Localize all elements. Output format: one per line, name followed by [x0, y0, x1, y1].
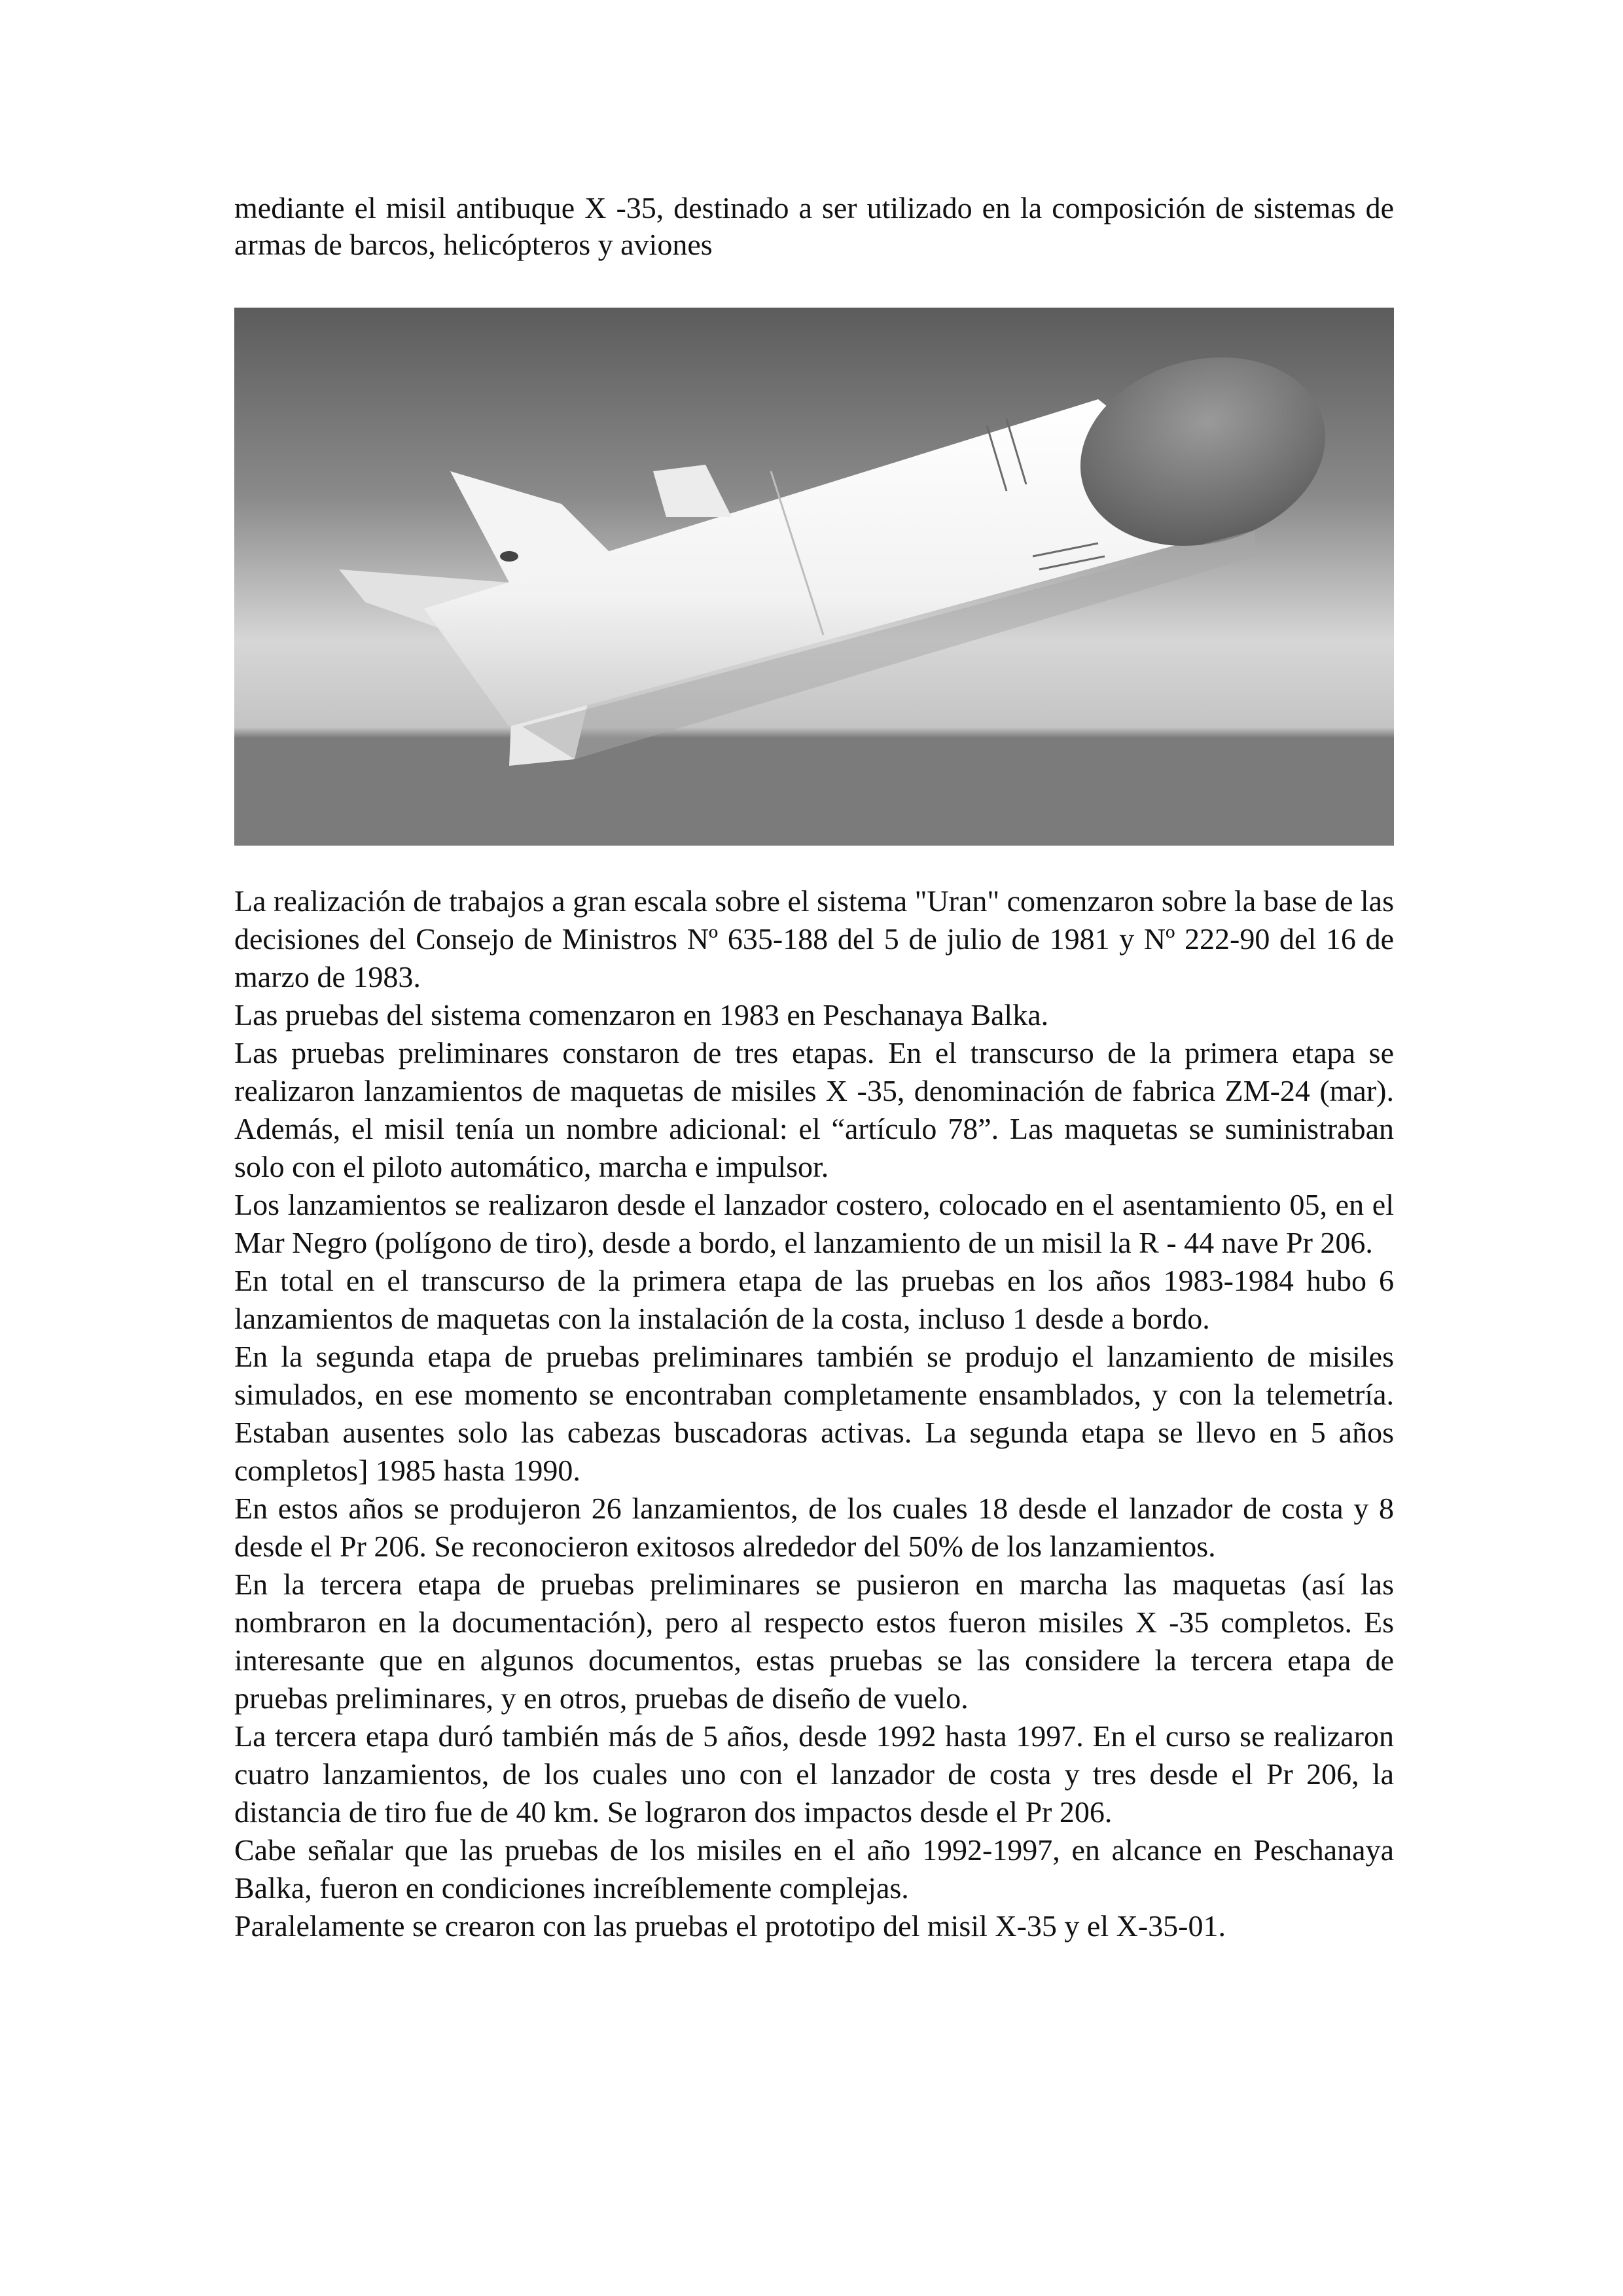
paragraph-4: Los lanzamientos se realizaron desde el lanzador costero, colocado en el asentamiento 05, en el Mar Negro (polígono de tiro), desde a bordo, el lanzamiento de un misil la R - 44 nave Pr 206.: [234, 1188, 1394, 1259]
missile-photo: [234, 308, 1394, 846]
paragraph-3: Las pruebas preliminares constaron de tres etapas. En el transcurso de la primera etapa se realizaron lanzamientos de maquetas de misiles X -35, denominación de fabrica ZM-24 (mar). Además, el misil tenía un nombre adicional: el “artículo 78”. Las maquetas se suministraban solo con el piloto automático, marcha e impulsor.: [234, 1036, 1394, 1183]
paragraph-2: Las pruebas del sistema comenzaron en 1983 en Peschanaya Balka.: [234, 998, 1049, 1031]
intro-paragraph: mediante el misil antibuque X -35, destinado a ser utilizado en la composición de sistemas de armas de barcos, helicópteros y aviones: [234, 191, 1394, 261]
paragraph-6: En la segunda etapa de pruebas preliminares también se produjo el lanzamiento de misiles simulados, en ese momento se encontraban completamente ensamblados, y con la telemetría. Estaban ausentes solo las cabezas buscadoras activas. La segunda etapa se llevo en 5 años completos] 1985 hasta 1990.: [234, 1340, 1394, 1487]
paragraph-7: En estos años se produjeron 26 lanzamientos, de los cuales 18 desde el lanzador de costa y 8 desde el Pr 206. Se reconocieron exitosos alrededor del 50% de los lanzamientos.: [234, 1492, 1394, 1563]
paragraph-10: Cabe señalar que las pruebas de los misiles en el año 1992-1997, en alcance en Peschanaya Balka, fueron en condiciones increíblemente complejas.: [234, 1833, 1394, 1905]
paragraph-5: En total en el transcurso de la primera etapa de las pruebas en los años 1983-1984 hubo 6 lanzamientos de maquetas con la instalación de la costa, incluso 1 desde a bordo.: [234, 1264, 1394, 1335]
missile-photo-image: [234, 308, 1394, 846]
paragraph-8: En la tercera etapa de pruebas preliminares se pusieron en marcha las maquetas (así las nombraron en la documentación), pero al respecto estos fueron misiles X -35 completos. Es interesante que en algunos documentos, estas pruebas se las considere la tercera etapa de pruebas preliminares, y en otros, pruebas de diseño de vuelo.: [234, 1568, 1394, 1715]
body-text: [234, 882, 1394, 1945]
paragraph-9: La tercera etapa duró también más de 5 años, desde 1992 hasta 1997. En el curso se realizaron cuatro lanzamientos, de los cuales uno con el lanzador de costa y tres desde el Pr 206, la distancia de tiro fue de 40 km. Se lograron dos impactos desde el Pr 206.: [234, 1719, 1394, 1829]
paragraph-11: Paralelamente se crearon con las pruebas el prototipo del misil X-35 y el X-35-01.: [234, 1909, 1226, 1943]
paragraph-1: La realización de trabajos a gran escala sobre el sistema "Uran" comenzaron sobre la base de las decisiones del Consejo de Ministros Nº 635-188 del 5 de julio de 1981 y Nº 222-90 del 16 de marzo de 1983.: [234, 884, 1394, 994]
document-page: [234, 190, 1394, 1945]
